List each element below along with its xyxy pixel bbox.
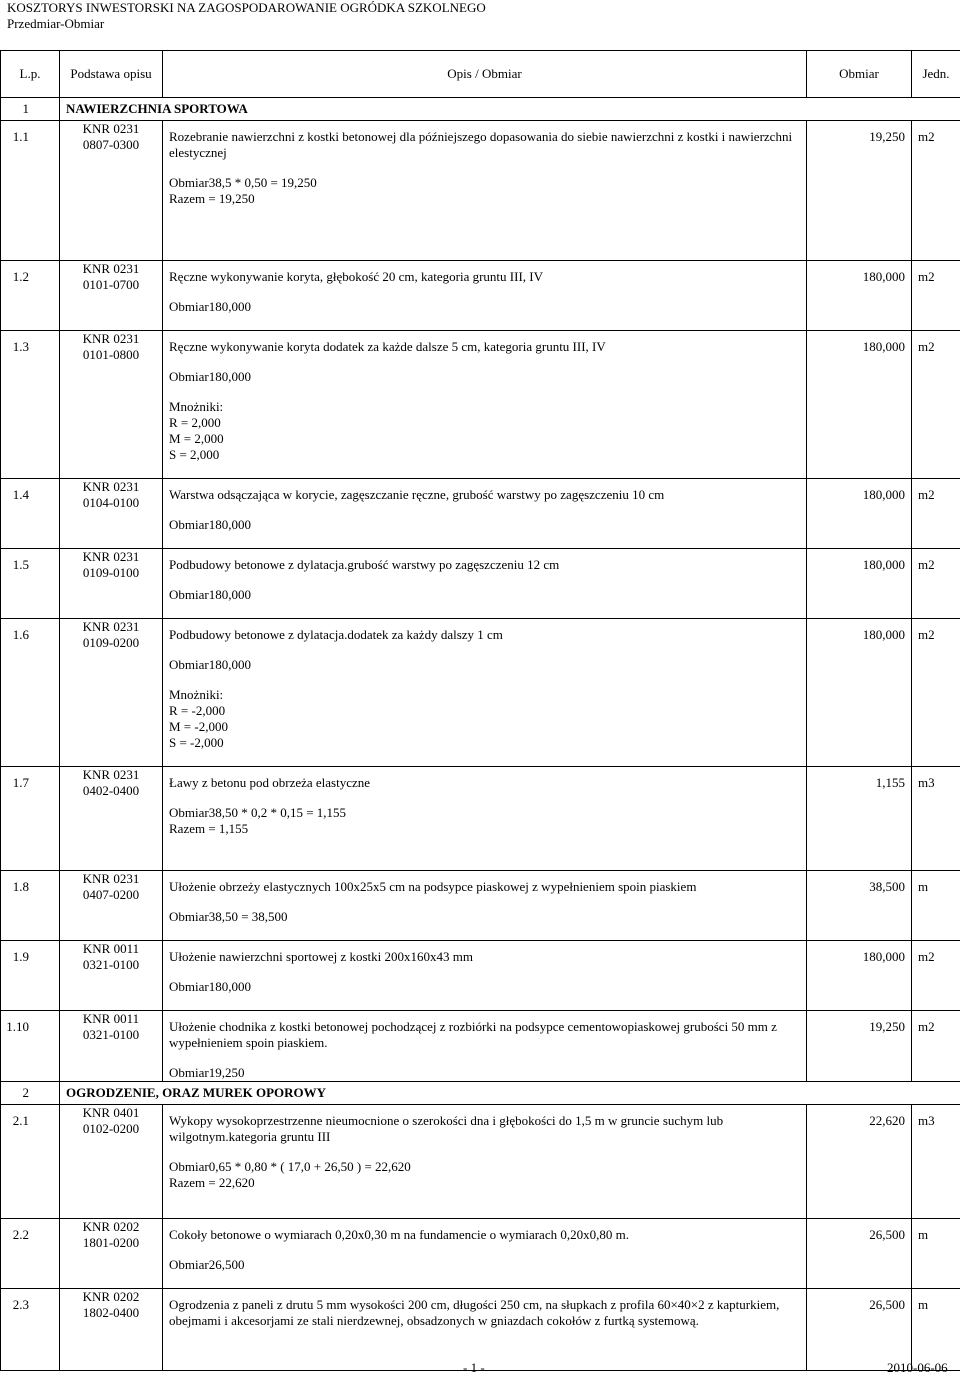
item-calc-line: Razem = 19,250 [169, 191, 255, 206]
item-lp [1, 941, 60, 1011]
section-title: OGRODZENIE, ORAZ MUREK OPOROWY [60, 1082, 960, 1105]
item-multiplier-line: Mnożniki: [169, 399, 224, 414]
item-description [163, 767, 807, 871]
table-row [1, 1289, 960, 1371]
item-description [163, 1289, 807, 1371]
item-basis [60, 871, 163, 941]
item-desc-text: Rozebranie nawierzchni z kostki betonowej dla późniejszego dopasowania do siebie nawierzchni z kostki i nawierzchni elestycznej [169, 129, 793, 160]
item-desc-text: Ułożenie obrzeży elastycznych 100x25x5 cm na podsypce piaskowej z wypełnieniem spoin piaskiem [169, 879, 697, 894]
col-qty: Obmiar [807, 51, 912, 98]
col-unit: Jedn. [912, 51, 960, 98]
item-lp-text: 1.5 [12, 557, 29, 572]
item-description [163, 619, 807, 767]
item-basis [60, 941, 163, 1011]
item-lp [1, 1289, 60, 1371]
item-calc-line: Obmiar38,5 * 0,50 = 19,250 [169, 175, 317, 190]
item-lp [1, 331, 60, 479]
item-description [163, 331, 807, 479]
item-quantity: 180,000 [807, 331, 912, 479]
item-basis [60, 1289, 163, 1371]
table-row [1, 619, 960, 767]
item-quantity: 180,000 [807, 261, 912, 331]
item-lp-text: 1.2 [12, 269, 29, 284]
section-number-text: 1 [22, 101, 29, 116]
estimate-table [0, 50, 960, 1371]
item-description [163, 1219, 807, 1289]
item-description [163, 941, 807, 1011]
item-lp-text: 1.4 [12, 487, 29, 502]
item-lp [1, 767, 60, 871]
item-unit: m2 [912, 331, 960, 479]
item-basis-code: KNR 0202 [82, 1219, 140, 1234]
item-basis-number: 0101-0700 [82, 277, 140, 292]
item-description [163, 549, 807, 619]
item-calc-line: Obmiar180,000 [169, 657, 251, 672]
item-desc-text: Ułożenie nawierzchni sportowej z kostki 200x160x43 mm [169, 949, 473, 964]
item-description [163, 261, 807, 331]
item-desc-text: Podbudowy betonowe z dylatacja.dodatek za każdy dalszy 1 cm [169, 627, 503, 642]
item-calc-line: Obmiar180,000 [169, 517, 251, 532]
item-description [163, 871, 807, 941]
table-row [1, 121, 960, 261]
item-calc-line: Obmiar26,500 [169, 1257, 245, 1272]
item-unit: m3 [912, 767, 960, 871]
item-lp [1, 261, 60, 331]
item-basis-number: 1801-0200 [82, 1235, 140, 1250]
section-title: NAWIERZCHNIA SPORTOWA [60, 98, 960, 121]
document-title: KOSZTORYS INWESTORSKI NA ZAGOSPODAROWANIE OGRÓDKA SZKOLNEGO [7, 0, 486, 15]
item-basis-code: KNR 0231 [82, 479, 140, 494]
item-calc-line: Obmiar180,000 [169, 299, 251, 314]
item-basis [60, 1105, 163, 1219]
item-multiplier-line: M = -2,000 [169, 719, 228, 734]
item-calc-line: Obmiar38,50 * 0,2 * 0,15 = 1,155 [169, 805, 347, 820]
item-calc-line: Obmiar180,000 [169, 587, 251, 602]
item-calc-line: Obmiar19,250 [169, 1065, 245, 1080]
item-basis-number: 0102-0200 [82, 1121, 140, 1136]
item-desc-text: Wykopy wysokoprzestrzenne nieumocnione o szerokości dna i głębokości do 1,5 m w gruncie suchym lub wilgotnym.kategoria gruntu III [169, 1113, 724, 1144]
item-calc-line: Razem = 1,155 [169, 821, 249, 836]
item-basis-number: 0101-0800 [82, 347, 140, 362]
table-row [1, 1011, 960, 1082]
item-basis-number: 0109-0100 [82, 565, 140, 580]
item-basis-number: 0321-0100 [82, 1027, 140, 1042]
item-desc-text: Cokoły betonowe o wymiarach 0,20x0,30 m na fundamencie o wymiarach 0,20x0,80 m. [169, 1227, 629, 1242]
item-quantity: 180,000 [807, 619, 912, 767]
item-quantity: 180,000 [807, 479, 912, 549]
item-basis-code: KNR 0231 [82, 121, 140, 136]
item-unit: m3 [912, 1105, 960, 1219]
item-desc-text: Ręczne wykonywanie koryta, głębokość 20 cm, kategoria gruntu III, IV [169, 269, 543, 284]
item-lp [1, 1011, 60, 1082]
item-unit: m2 [912, 479, 960, 549]
section-row [1, 1082, 960, 1105]
item-lp-text: 2.2 [12, 1227, 29, 1242]
item-calc-line: Obmiar38,50 = 38,500 [169, 909, 288, 924]
table-row [1, 871, 960, 941]
item-calc-line: Obmiar180,000 [169, 369, 251, 384]
item-calc-line: Obmiar0,65 * 0,80 * ( 17,0 + 26,50 ) = 22,620 [169, 1159, 411, 1174]
item-lp [1, 871, 60, 941]
item-quantity: 19,250 [807, 1011, 912, 1082]
item-lp-text: 1.8 [12, 879, 29, 894]
item-lp [1, 549, 60, 619]
item-description [163, 1105, 807, 1219]
item-quantity: 38,500 [807, 871, 912, 941]
item-lp-text: 1.6 [12, 627, 29, 642]
item-unit: m2 [912, 261, 960, 331]
item-lp [1, 1219, 60, 1289]
item-basis-number: 1802-0400 [82, 1305, 140, 1320]
item-basis [60, 549, 163, 619]
item-lp-text: 1.9 [12, 949, 29, 964]
col-lp: L.p. [1, 51, 60, 98]
item-unit: m2 [912, 1011, 960, 1082]
item-basis-code: KNR 0231 [82, 767, 140, 782]
section-number [1, 1082, 60, 1105]
table-row [1, 767, 960, 871]
item-unit: m2 [912, 121, 960, 261]
item-basis-code: KNR 0231 [82, 619, 140, 634]
item-calc-line: Razem = 22,620 [169, 1175, 255, 1190]
page-number: - 1 - [463, 1360, 485, 1375]
col-desc: Opis / Obmiar [163, 51, 807, 98]
item-lp-text: 2.1 [12, 1113, 29, 1128]
item-basis-code: KNR 0011 [82, 1011, 140, 1026]
col-basis: Podstawa opisu [60, 51, 163, 98]
item-lp-text: 2.3 [12, 1297, 29, 1312]
item-desc-text: Ułożenie chodnika z kostki betonowej pochodzącej z rozbiórki na podsypce cementowopiaskowej grubości 50 mm z wypełnieniem spoin piaskiem. [169, 1019, 777, 1050]
item-description [163, 479, 807, 549]
item-multiplier-line: S = -2,000 [169, 735, 224, 750]
item-basis-number: 0402-0400 [82, 783, 140, 798]
item-calc-line: Obmiar180,000 [169, 979, 251, 994]
item-lp [1, 479, 60, 549]
item-quantity: 22,620 [807, 1105, 912, 1219]
table-header-row [1, 51, 960, 98]
item-lp-text: 1.10 [6, 1019, 29, 1034]
item-basis-code: KNR 0231 [82, 261, 140, 276]
item-lp-text: 1.3 [12, 339, 29, 354]
item-basis-number: 0321-0100 [82, 957, 140, 972]
item-basis-code: KNR 0401 [82, 1105, 140, 1120]
section-row [1, 98, 960, 121]
item-quantity: 26,500 [807, 1219, 912, 1289]
table-row [1, 1105, 960, 1219]
item-basis [60, 1219, 163, 1289]
item-quantity: 26,500 [807, 1289, 912, 1371]
item-basis [60, 1011, 163, 1082]
item-unit: m2 [912, 941, 960, 1011]
item-basis-code: KNR 0011 [82, 941, 140, 956]
item-basis [60, 767, 163, 871]
item-unit: m2 [912, 619, 960, 767]
item-description [163, 121, 807, 261]
item-lp-text: 1.1 [12, 129, 29, 144]
item-lp [1, 1105, 60, 1219]
item-multiplier-line: R = -2,000 [169, 703, 226, 718]
item-unit: m [912, 1289, 960, 1371]
table-row [1, 479, 960, 549]
table-row [1, 331, 960, 479]
item-multiplier-line: R = 2,000 [169, 415, 221, 430]
item-desc-text: Podbudowy betonowe z dylatacja.grubość warstwy po zagęszczeniu 12 cm [169, 557, 560, 572]
item-basis [60, 479, 163, 549]
item-basis [60, 261, 163, 331]
item-multiplier-line: Mnożniki: [169, 687, 224, 702]
item-unit: m2 [912, 549, 960, 619]
item-basis [60, 619, 163, 767]
item-basis [60, 121, 163, 261]
item-desc-text: Ogrodzenia z paneli z drutu 5 mm wysokości 200 cm, długości 250 cm, na słupkach z profila 60×40×2 z kapturkiem, obejmami i akcesorjami ze stali nierdzewnej, obsadzonych w gniazdach cokołów z furtką systemową. [169, 1297, 780, 1328]
item-lp [1, 619, 60, 767]
table-row [1, 549, 960, 619]
item-desc-text: Warstwa odsączająca w korycie, zagęszczanie ręczne, grubość warstwy po zagęszczeniu 10 cm [169, 487, 665, 502]
item-quantity: 180,000 [807, 941, 912, 1011]
table-row [1, 261, 960, 331]
section-number-text: 2 [22, 1085, 29, 1100]
item-description [163, 1011, 807, 1082]
item-unit: m [912, 1219, 960, 1289]
table-row [1, 941, 960, 1011]
item-quantity: 180,000 [807, 549, 912, 619]
item-lp [1, 121, 60, 261]
item-basis-code: KNR 0202 [82, 1289, 140, 1304]
item-desc-text: Ręczne wykonywanie koryta dodatek za każde dalsze 5 cm, kategoria gruntu III, IV [169, 339, 606, 354]
item-quantity: 19,250 [807, 121, 912, 261]
item-unit: m [912, 871, 960, 941]
item-multiplier-line: M = 2,000 [169, 431, 224, 446]
section-number [1, 98, 60, 121]
item-desc-text: Ławy z betonu pod obrzeża elastyczne [169, 775, 371, 790]
item-quantity: 1,155 [807, 767, 912, 871]
item-multiplier-line: S = 2,000 [169, 447, 220, 462]
item-basis-number: 0407-0200 [82, 887, 140, 902]
table-row [1, 1219, 960, 1289]
item-basis-code: KNR 0231 [82, 549, 140, 564]
footer-date: 2010-06-06 [887, 1360, 948, 1375]
document-subtitle: Przedmiar-Obmiar [7, 16, 105, 31]
item-basis-number: 0807-0300 [82, 137, 140, 152]
item-basis-number: 0109-0200 [82, 635, 140, 650]
item-lp-text: 1.7 [12, 775, 29, 790]
item-basis-code: KNR 0231 [82, 331, 140, 346]
item-basis [60, 331, 163, 479]
item-basis-number: 0104-0100 [82, 495, 140, 510]
item-basis-code: KNR 0231 [82, 871, 140, 886]
